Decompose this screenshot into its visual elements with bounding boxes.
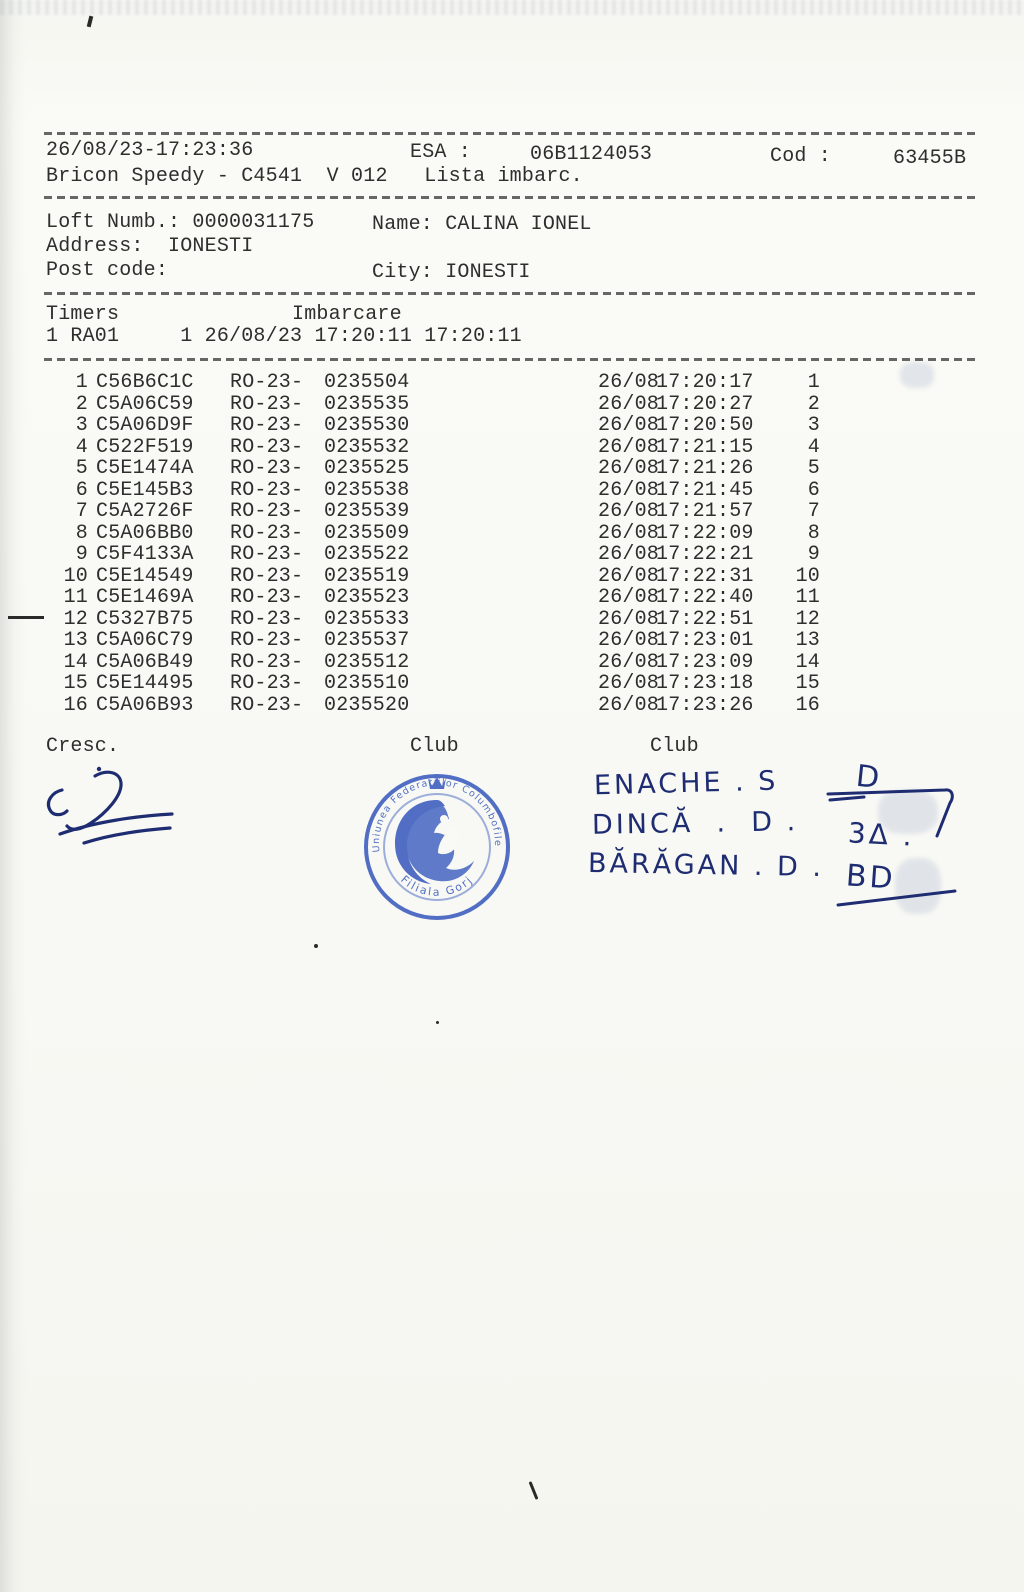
handwritten-mark-1: D: [854, 758, 884, 797]
separator-line-2: [44, 196, 980, 199]
basket-time: 17:23:09: [656, 651, 754, 674]
sequence-no: 4: [807, 436, 820, 459]
ring-country: RO-23-: [230, 479, 304, 502]
row-no: 1: [75, 371, 88, 394]
ring-number: 0235519: [324, 565, 410, 588]
city-line: City: IONESTI: [372, 261, 531, 284]
basket-time: 17:23:01: [656, 629, 754, 652]
ring-country: RO-23-: [230, 436, 304, 459]
ring-country: RO-23-: [230, 629, 304, 652]
scan-edge-shadow: [0, 0, 26, 1592]
svg-text:Uniunea Federatiilor Columbofi: Uniunea Federatiilor Columbofile din Romania: [354, 762, 504, 853]
ring-country: RO-23-: [230, 500, 304, 523]
bird-row: [0, 673, 1024, 695]
basket-time: 17:23:26: [656, 694, 754, 717]
chip-code: C5A06C79: [96, 629, 194, 652]
basket-date: 26/08: [598, 629, 660, 652]
ring-country: RO-23-: [230, 393, 304, 416]
chip-code: C5E14549: [96, 565, 194, 588]
row-no: 12: [63, 608, 88, 631]
sequence-no: 7: [807, 500, 820, 523]
ring-number: 0235530: [324, 414, 410, 437]
chip-code: C5E1469A: [96, 586, 194, 609]
ink-stroke-mark: [529, 1481, 539, 1500]
basket-date: 26/08: [598, 651, 660, 674]
bird-row: [0, 394, 1024, 416]
address-line: Address: IONESTI: [46, 235, 254, 258]
sequence-no: 14: [795, 651, 820, 674]
row-no: 6: [75, 479, 88, 502]
ring-number: 0235532: [324, 436, 410, 459]
row-no: 15: [63, 672, 88, 695]
basket-time: 17:20:50: [656, 414, 754, 437]
bird-row: [0, 544, 1024, 566]
chip-code: C5A06C59: [96, 393, 194, 416]
ring-country: RO-23-: [230, 608, 304, 631]
sequence-no: 6: [807, 479, 820, 502]
ring-country: RO-23-: [230, 371, 304, 394]
sequence-no: 12: [795, 608, 820, 631]
chip-code: C522F519: [96, 436, 194, 459]
basket-time: 17:21:57: [656, 500, 754, 523]
basket-date: 26/08: [598, 457, 660, 480]
ring-country: RO-23-: [230, 565, 304, 588]
ring-country: RO-23-: [230, 694, 304, 717]
chip-code: C5A06B49: [96, 651, 194, 674]
basket-time: 17:22:40: [656, 586, 754, 609]
handwritten-name-2: DINCĂ . D .: [591, 806, 799, 841]
chip-code: C5E1474A: [96, 457, 194, 480]
sequence-no: 15: [795, 672, 820, 695]
basket-date: 26/08: [598, 608, 660, 631]
bird-row: [0, 566, 1024, 588]
cresc-label: Cresc.: [46, 735, 120, 758]
fancier-name: Name: CALINA IONEL: [372, 213, 592, 236]
ring-number: 0235512: [324, 651, 410, 674]
bird-row: [0, 372, 1024, 394]
bird-row: [0, 695, 1024, 717]
imbarcare-label: Imbarcare: [292, 303, 402, 326]
timer-row: 1 RA01 1 26/08/23 17:20:11 17:20:11: [46, 325, 522, 348]
chip-code: C5A06B93: [96, 694, 194, 717]
loft-number-line: Loft Numb.: 0000031175: [46, 211, 315, 234]
breeder-signature-handwriting: [32, 760, 207, 865]
handwritten-name-3: BĂRĂGAN . D .: [587, 847, 825, 884]
basket-time: 17:22:21: [656, 543, 754, 566]
chip-code: C5A2726F: [96, 500, 194, 523]
basket-time: 17:23:18: [656, 672, 754, 695]
ink-dot-1: [314, 944, 318, 948]
bird-row: [0, 523, 1024, 545]
chip-code: C5A06D9F: [96, 414, 194, 437]
row-no: 9: [75, 543, 88, 566]
basket-date: 26/08: [598, 371, 660, 394]
basket-date: 26/08: [598, 479, 660, 502]
row-no: 4: [75, 436, 88, 459]
ring-number: 0235509: [324, 522, 410, 545]
ring-country: RO-23-: [230, 672, 304, 695]
row-no: 10: [63, 565, 88, 588]
bird-row: [0, 587, 1024, 609]
ring-number: 0235538: [324, 479, 410, 502]
basket-time: 17:20:17: [656, 371, 754, 394]
postcode-label: Post code:: [46, 259, 169, 282]
chip-code: C5E14495: [96, 672, 194, 695]
ring-number: 0235523: [324, 586, 410, 609]
ring-number: 0235539: [324, 500, 410, 523]
sequence-no: 13: [795, 629, 820, 652]
sequence-no: 11: [795, 586, 820, 609]
stamp-dove-icon: [395, 800, 474, 884]
basket-date: 26/08: [598, 414, 660, 437]
ring-country: RO-23-: [230, 457, 304, 480]
bird-row: [0, 480, 1024, 502]
basket-time: 17:21:26: [656, 457, 754, 480]
ring-number: 0235520: [324, 694, 410, 717]
row-no: 16: [63, 694, 88, 717]
bird-row: [0, 458, 1024, 480]
basket-date: 26/08: [598, 586, 660, 609]
sequence-no: 2: [807, 393, 820, 416]
bird-row: [0, 501, 1024, 523]
basket-time: 17:21:45: [656, 479, 754, 502]
basket-time: 17:22:51: [656, 608, 754, 631]
svg-text:Filiala Gorj: Filiala Gorj: [398, 873, 476, 899]
ring-number: 0235510: [324, 672, 410, 695]
bird-row: [0, 609, 1024, 631]
sequence-no: 9: [807, 543, 820, 566]
separator-line-1: [44, 132, 980, 135]
ring-country: RO-23-: [230, 522, 304, 545]
timers-label: Timers: [46, 303, 120, 326]
sequence-no: 16: [795, 694, 820, 717]
scan-tick-mark: [87, 16, 94, 28]
scan-bleedthrough-band: [0, 0, 1024, 15]
bird-row: [0, 437, 1024, 459]
basket-date: 26/08: [598, 500, 660, 523]
row-no: 2: [75, 393, 88, 416]
chip-code: C5327B75: [96, 608, 194, 631]
bird-row: [0, 630, 1024, 652]
sequence-no: 1: [807, 371, 820, 394]
basket-date: 26/08: [598, 694, 660, 717]
separator-line-4: [44, 358, 980, 361]
ring-number: 0235537: [324, 629, 410, 652]
ring-country: RO-23-: [230, 586, 304, 609]
handwritten-name-1: ENACHE . S: [593, 765, 779, 802]
esa-label: ESA :: [410, 141, 472, 164]
ring-number: 0235535: [324, 393, 410, 416]
sequence-no: 10: [795, 565, 820, 588]
club-label-center: Club: [410, 735, 459, 758]
ring-country: RO-23-: [230, 651, 304, 674]
ring-number: 0235533: [324, 608, 410, 631]
row-no: 7: [75, 500, 88, 523]
basket-time: 17:22:09: [656, 522, 754, 545]
bird-row: [0, 415, 1024, 437]
print-datetime: 26/08/23-17:23:36: [46, 139, 254, 162]
basket-date: 26/08: [598, 393, 660, 416]
basket-date: 26/08: [598, 543, 660, 566]
basket-date: 26/08: [598, 436, 660, 459]
chip-code: C5F4133A: [96, 543, 194, 566]
cod-label: Cod :: [770, 145, 832, 168]
handwritten-mark-3: BD: [844, 858, 897, 897]
chip-code: C5E145B3: [96, 479, 194, 502]
ring-number: 0235525: [324, 457, 410, 480]
row-no: 3: [75, 414, 88, 437]
basket-date: 26/08: [598, 565, 660, 588]
ring-number: 0235504: [324, 371, 410, 394]
basket-time: 17:21:15: [656, 436, 754, 459]
sequence-no: 5: [807, 457, 820, 480]
basket-time: 17:20:27: [656, 393, 754, 416]
device-title-line: Bricon Speedy - C4541 V 012 Lista imbarc.: [46, 165, 583, 188]
ring-number: 0235522: [324, 543, 410, 566]
row-no: 14: [63, 651, 88, 674]
row-no: 5: [75, 457, 88, 480]
separator-line-3: [44, 292, 980, 295]
club-label-right: Club: [650, 735, 699, 758]
cod-value: 63455B: [893, 147, 967, 170]
chip-code: C5A06BB0: [96, 522, 194, 545]
esa-value: 06B1124053: [530, 143, 653, 166]
bird-row: [0, 652, 1024, 674]
ring-country: RO-23-: [230, 414, 304, 437]
basket-date: 26/08: [598, 672, 660, 695]
row-no: 13: [63, 629, 88, 652]
ring-country: RO-23-: [230, 543, 304, 566]
chip-code: C56B6C1C: [96, 371, 194, 394]
club-stamp: [354, 762, 514, 924]
handwritten-mark-2: 3Δ .: [847, 816, 916, 853]
row-no: 8: [75, 522, 88, 545]
row-no: 11: [63, 586, 88, 609]
handwriting-flourishes: [580, 750, 1010, 920]
sequence-no: 3: [807, 414, 820, 437]
sequence-no: 8: [807, 522, 820, 545]
basket-date: 26/08: [598, 522, 660, 545]
ink-dot-2: [436, 1021, 439, 1024]
basket-time: 17:22:31: [656, 565, 754, 588]
